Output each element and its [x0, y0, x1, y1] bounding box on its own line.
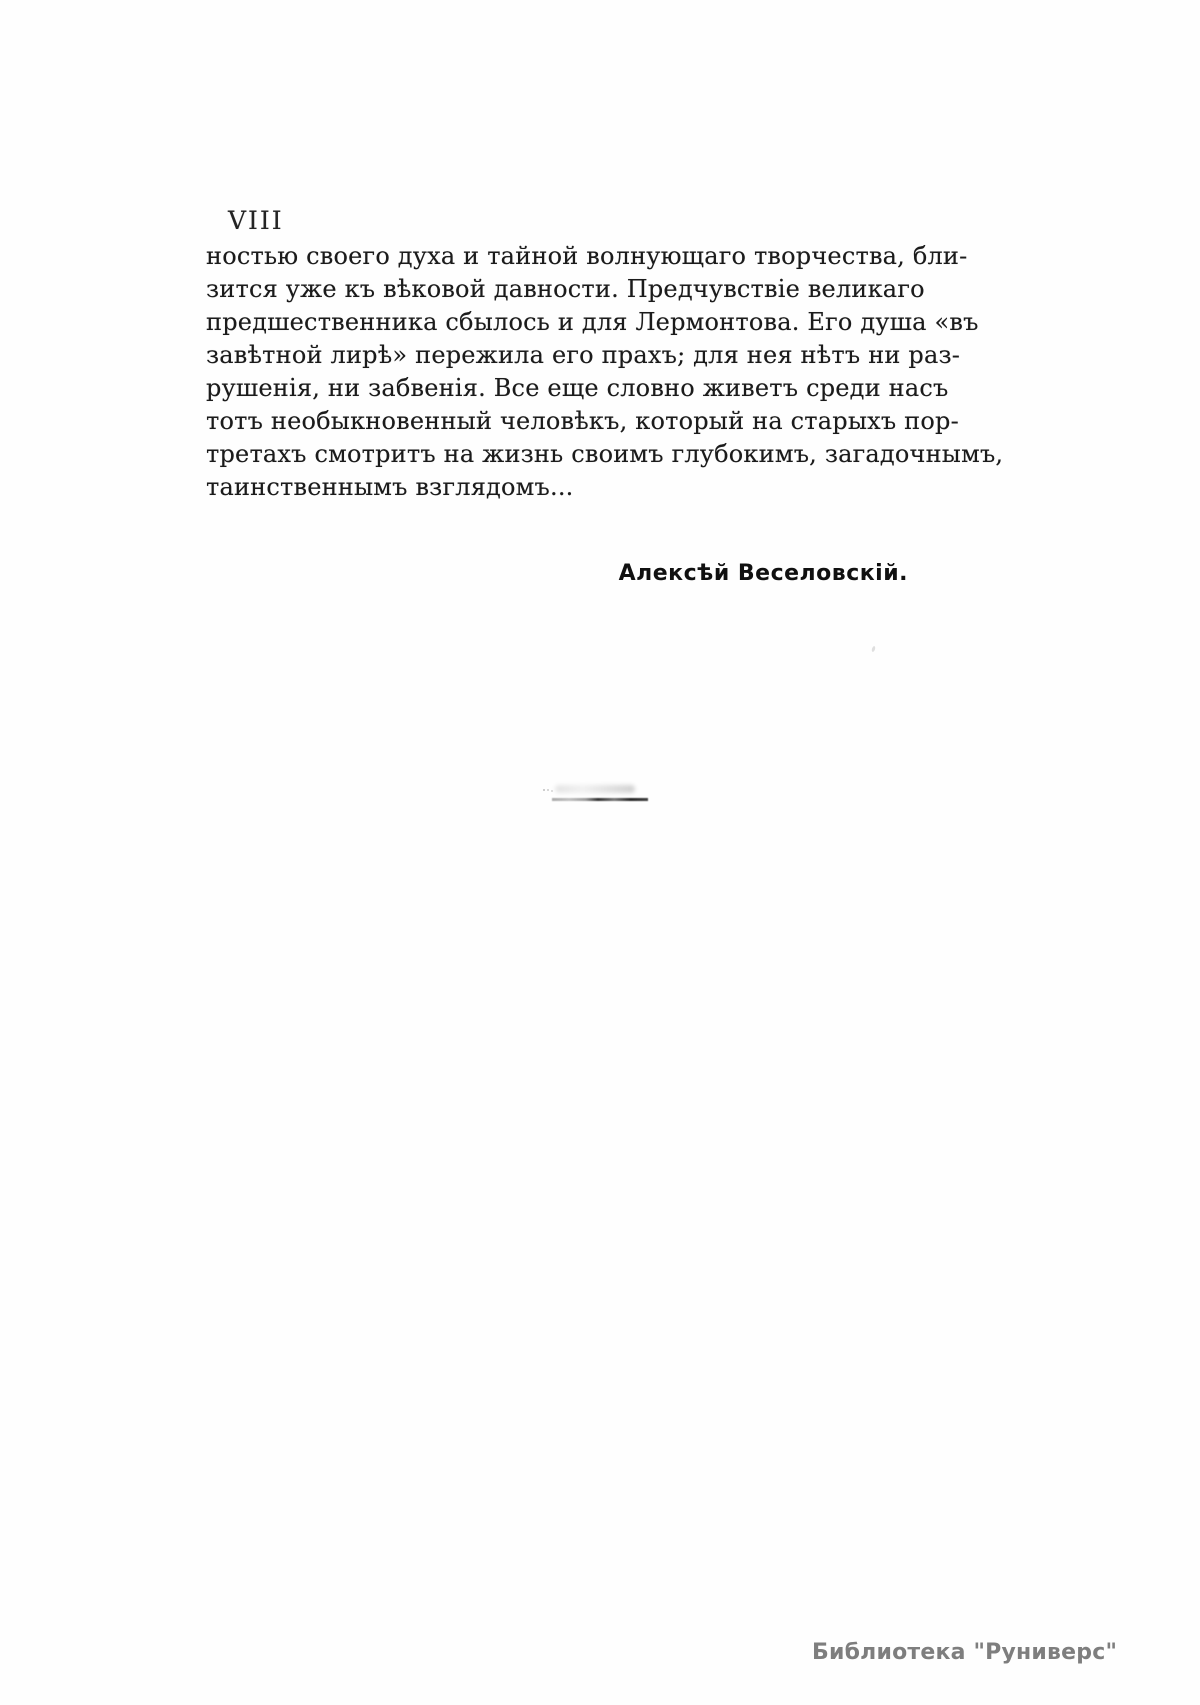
page-number: VIII [228, 206, 284, 235]
body-line: третахъ смотритъ на жизнь своимъ глубокимъ, загадочнымъ, [206, 440, 1004, 468]
scan-speck-artifact [871, 646, 876, 653]
smudge-line [552, 798, 648, 801]
library-watermark: Библиотека "Руниверс" [812, 1640, 1118, 1665]
body-line: тотъ необыкновенный человѣкъ, который на старыхъ пор- [206, 407, 959, 435]
body-text [206, 240, 1004, 504]
body-line: таинственнымъ взглядомъ... [206, 473, 574, 501]
scan-smudge-artifact [535, 780, 660, 810]
author-signature: Алексѣй Веселовскій. [618, 561, 908, 586]
body-line: зится уже къ вѣковой давности. Предчувствіе великаго [206, 275, 925, 303]
body-line: рушенія, ни забвенія. Все еще словно живетъ среди насъ [206, 374, 949, 402]
smudge-blur [555, 785, 635, 793]
smudge-dots [543, 789, 545, 791]
body-line: ностью своего духа и тайной волнующаго творчества, бли- [206, 242, 968, 270]
body-line: предшественника сбылось и для Лермонтова. Его душа «въ [206, 308, 979, 336]
body-line: завѣтной лирѣ» пережила его прахъ; для нея нѣтъ ни раз- [206, 341, 961, 369]
